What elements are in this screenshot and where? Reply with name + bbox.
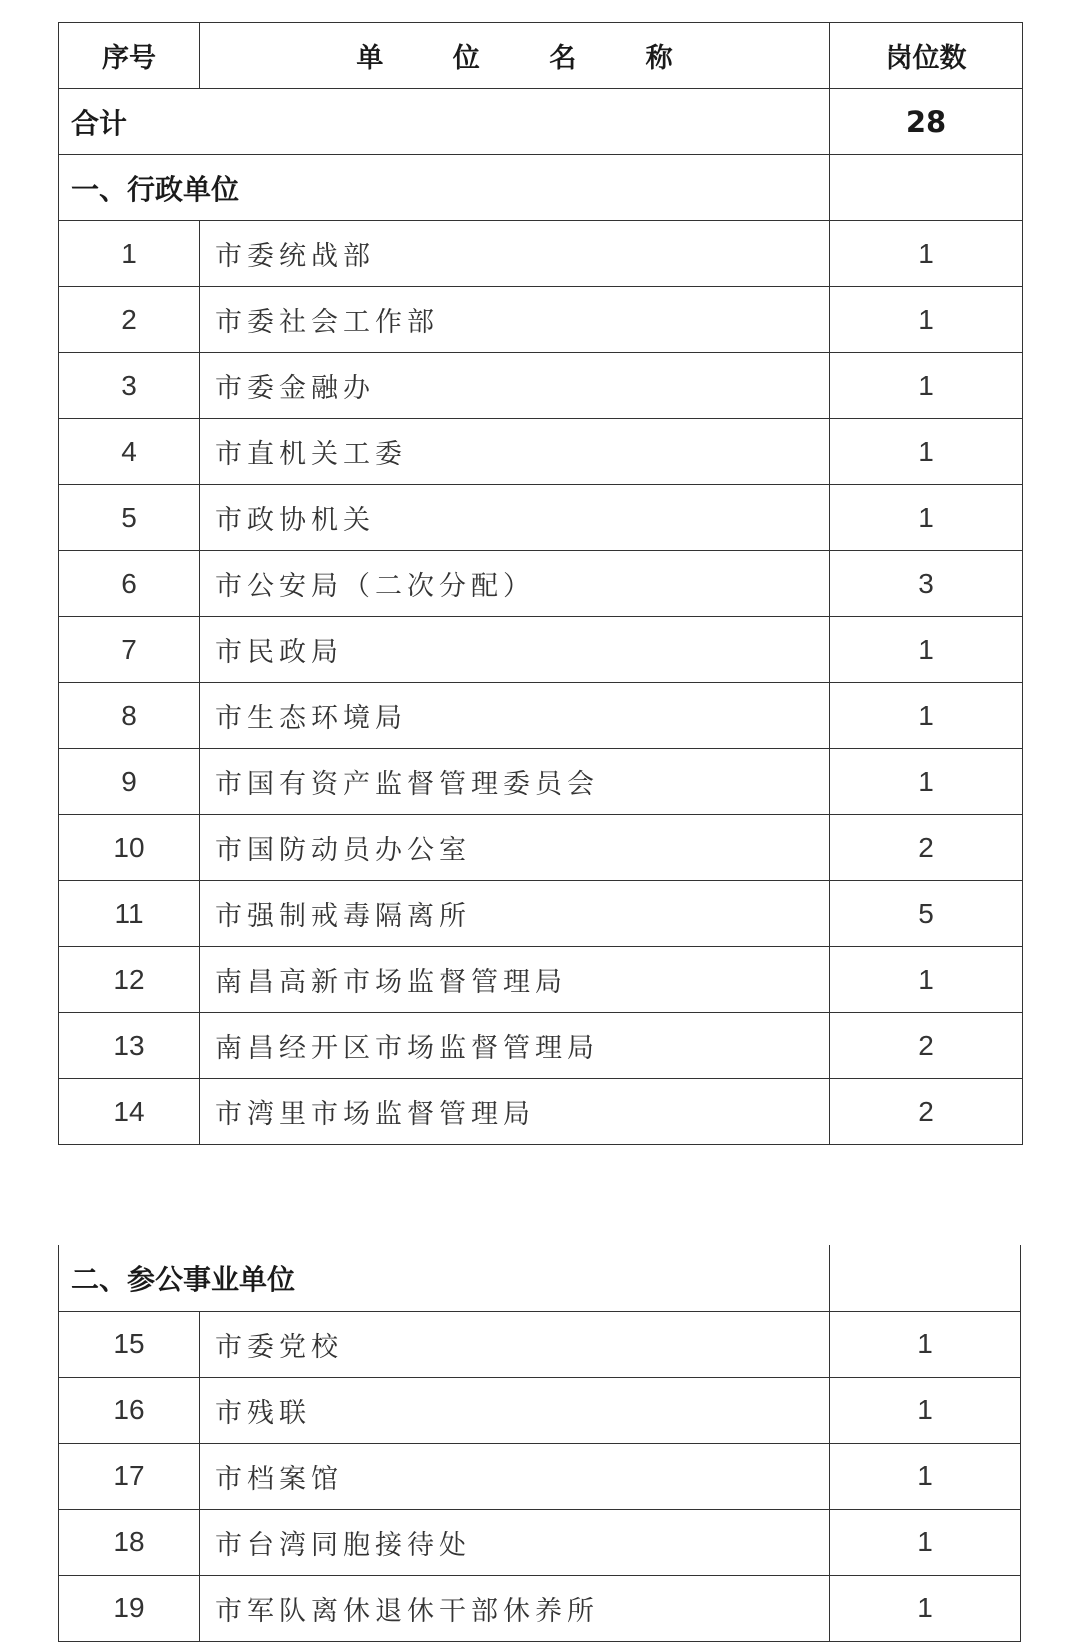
row-position-count: 1	[830, 1311, 1021, 1377]
row-unit-name: 市湾里市场监督管理局	[200, 1079, 830, 1145]
row-unit-name: 市生态环境局	[200, 683, 830, 749]
row-number: 5	[59, 485, 200, 551]
positions-table-part-2	[58, 1245, 1021, 1642]
row-position-count: 1	[830, 1509, 1021, 1575]
header-name: 单 位 名 称	[200, 23, 830, 89]
row-unit-name: 市民政局	[200, 617, 830, 683]
table-header-row	[59, 23, 1023, 89]
row-number: 8	[59, 683, 200, 749]
row-number: 9	[59, 749, 200, 815]
row-position-count: 1	[830, 485, 1023, 551]
row-unit-name: 市公安局（二次分配）	[200, 551, 830, 617]
table-row	[59, 1311, 1021, 1377]
row-unit-name: 市台湾同胞接待处	[200, 1509, 830, 1575]
table-row	[59, 1443, 1021, 1509]
row-number: 11	[59, 881, 200, 947]
row-unit-name: 市委统战部	[200, 221, 830, 287]
row-number: 13	[59, 1013, 200, 1079]
table-row	[59, 749, 1023, 815]
table-row	[59, 947, 1023, 1013]
row-number: 3	[59, 353, 200, 419]
row-number: 14	[59, 1079, 200, 1145]
table-row	[59, 1013, 1023, 1079]
row-unit-name: 市委党校	[200, 1311, 830, 1377]
header-no: 序号	[59, 23, 200, 89]
row-position-count: 1	[830, 221, 1023, 287]
row-number: 19	[59, 1575, 200, 1641]
table-row	[59, 221, 1023, 287]
table-row	[59, 353, 1023, 419]
section-count-empty	[830, 155, 1023, 221]
row-position-count: 1	[830, 1443, 1021, 1509]
header-count: 岗位数	[830, 23, 1023, 89]
row-position-count: 1	[830, 1377, 1021, 1443]
section-title: 二、参公事业单位	[59, 1245, 830, 1311]
row-unit-name: 市直机关工委	[200, 419, 830, 485]
section-row	[59, 155, 1023, 221]
table-row	[59, 683, 1023, 749]
table-row	[59, 1377, 1021, 1443]
row-unit-name: 南昌高新市场监督管理局	[200, 947, 830, 1013]
total-row	[59, 89, 1023, 155]
table-row	[59, 419, 1023, 485]
row-position-count: 1	[830, 287, 1023, 353]
row-unit-name: 市委社会工作部	[200, 287, 830, 353]
table-row	[59, 881, 1023, 947]
row-unit-name: 市强制戒毒隔离所	[200, 881, 830, 947]
row-number: 7	[59, 617, 200, 683]
row-position-count: 3	[830, 551, 1023, 617]
row-unit-name: 市军队离休退休干部休养所	[200, 1575, 830, 1641]
total-label: 合计	[59, 89, 830, 155]
row-number: 12	[59, 947, 200, 1013]
section-row	[59, 1245, 1021, 1311]
row-position-count: 5	[830, 881, 1023, 947]
row-unit-name: 市档案馆	[200, 1443, 830, 1509]
row-position-count: 1	[830, 617, 1023, 683]
row-position-count: 1	[830, 749, 1023, 815]
table-row	[59, 617, 1023, 683]
section-title: 一、行政单位	[59, 155, 830, 221]
section-count-empty	[830, 1245, 1021, 1311]
row-position-count: 1	[830, 1575, 1021, 1641]
row-position-count: 2	[830, 1079, 1023, 1145]
row-number: 2	[59, 287, 200, 353]
row-unit-name: 市委金融办	[200, 353, 830, 419]
table-row	[59, 485, 1023, 551]
row-number: 4	[59, 419, 200, 485]
row-position-count: 2	[830, 815, 1023, 881]
row-unit-name: 市国防动员办公室	[200, 815, 830, 881]
row-unit-name: 市政协机关	[200, 485, 830, 551]
row-number: 6	[59, 551, 200, 617]
row-number: 1	[59, 221, 200, 287]
row-position-count: 1	[830, 419, 1023, 485]
row-position-count: 1	[830, 353, 1023, 419]
positions-table-part-1	[58, 22, 1023, 1145]
table-row	[59, 1509, 1021, 1575]
row-position-count: 1	[830, 683, 1023, 749]
row-number: 17	[59, 1443, 200, 1509]
table-row	[59, 815, 1023, 881]
row-position-count: 1	[830, 947, 1023, 1013]
total-count: 28	[830, 89, 1023, 155]
row-number: 16	[59, 1377, 200, 1443]
table-row	[59, 287, 1023, 353]
table-row	[59, 551, 1023, 617]
row-number: 18	[59, 1509, 200, 1575]
table-row	[59, 1079, 1023, 1145]
row-position-count: 2	[830, 1013, 1023, 1079]
row-unit-name: 市残联	[200, 1377, 830, 1443]
row-number: 10	[59, 815, 200, 881]
table-row	[59, 1575, 1021, 1641]
row-unit-name: 市国有资产监督管理委员会	[200, 749, 830, 815]
row-unit-name: 南昌经开区市场监督管理局	[200, 1013, 830, 1079]
row-number: 15	[59, 1311, 200, 1377]
